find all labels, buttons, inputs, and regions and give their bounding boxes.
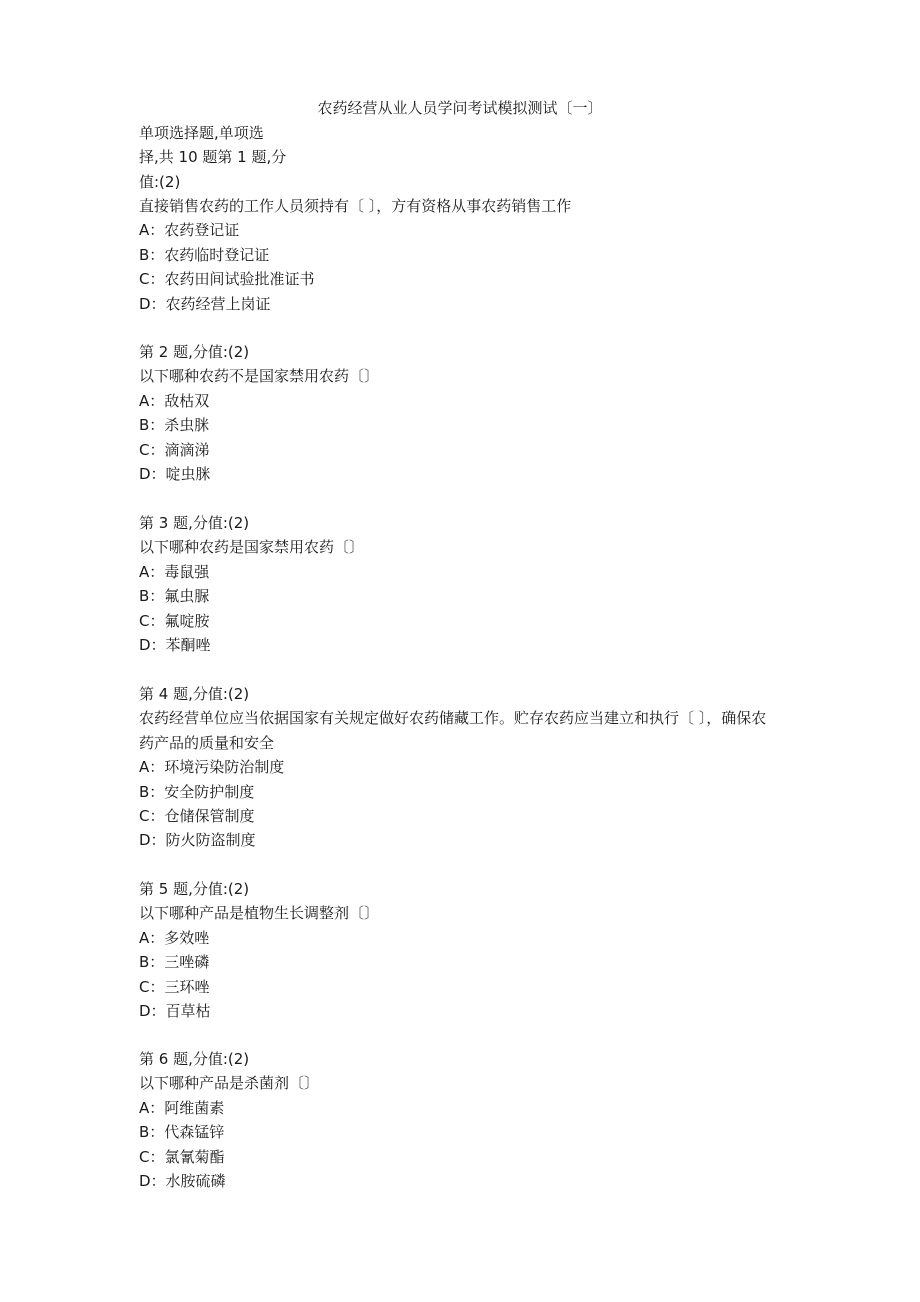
option-d: D：啶虫脒 (139, 465, 211, 484)
question-6 (139, 1047, 779, 1193)
option-a: A：敌枯双 (139, 391, 210, 410)
option-a: A：阿维菌素 (139, 1098, 225, 1117)
question-header: 第 5 题,分值:(2) (139, 880, 250, 898)
option-b: B：农药临时登记证 (139, 245, 270, 264)
option-d: D：防火防盗制度 (139, 831, 256, 850)
intro-line: 择,共 10 题第 1 题,分 (139, 148, 287, 167)
intro-line: 单项选择题,单项选 (139, 124, 264, 142)
question-header: 第 2 题,分值:(2) (139, 343, 250, 361)
question-stem: 以下哪种农药不是国家禁用农药〔〕 (139, 367, 380, 386)
question-2 (139, 340, 779, 486)
question-header: 第 3 题,分值:(2) (139, 514, 250, 532)
option-b: B：杀虫脒 (139, 416, 210, 435)
document-title: 农药经营从业人员学问考试模拟测试〔一〕 (317, 99, 603, 117)
option-b: B：安全防护制度 (139, 782, 255, 801)
option-a: A：多效唑 (139, 928, 210, 947)
option-a: A：毒鼠强 (139, 562, 210, 581)
option-c: C：滴滴涕 (139, 440, 210, 459)
question-stem: 以下哪种农药是国家禁用农药〔〕 (139, 538, 365, 557)
option-d: D：苯酮唑 (139, 636, 211, 655)
option-d: D：农药经营上岗证 (139, 294, 271, 313)
question-header: 第 6 题,分值:(2) (139, 1050, 250, 1068)
section-intro (139, 121, 779, 194)
option-c: C：氟啶胺 (139, 611, 210, 630)
question-stem: 农药经营单位应当依据国家有关规定做好农药储藏工作。贮存农药应当建立和执行〔 〕，确保农药产品的质量和安全 (139, 709, 767, 752)
option-c: C：仓储保管制度 (139, 807, 255, 826)
option-c: C：氯氰菊酯 (139, 1147, 225, 1166)
intro-line: 值:(2) (139, 172, 181, 191)
option-c: C：农药田间试验批准证书 (139, 270, 315, 289)
question-stem: 直接销售农药的工作人员须持有〔 〕，方有资格从事农药销售工作 (139, 197, 572, 215)
option-c: C：三环唑 (139, 977, 210, 996)
option-a: A：环境污染防治制度 (139, 758, 285, 777)
option-a: A：农药登记证 (139, 221, 240, 240)
option-b: B：代森锰锌 (139, 1123, 225, 1142)
question-4 (139, 682, 779, 853)
question-5 (139, 877, 779, 1023)
question-3 (139, 511, 779, 657)
option-d: D：水胺硫磷 (139, 1172, 226, 1191)
question-stem: 以下哪种产品是植物生长调整剂〔〕 (139, 904, 380, 923)
question-1 (139, 194, 779, 316)
option-d: D：百草枯 (139, 1002, 211, 1021)
option-b: B：三唑磷 (139, 953, 210, 972)
question-header: 第 4 题,分值:(2) (139, 685, 250, 703)
question-stem: 以下哪种产品是杀菌剂〔〕 (139, 1074, 320, 1093)
option-b: B：氟虫脲 (139, 587, 210, 606)
